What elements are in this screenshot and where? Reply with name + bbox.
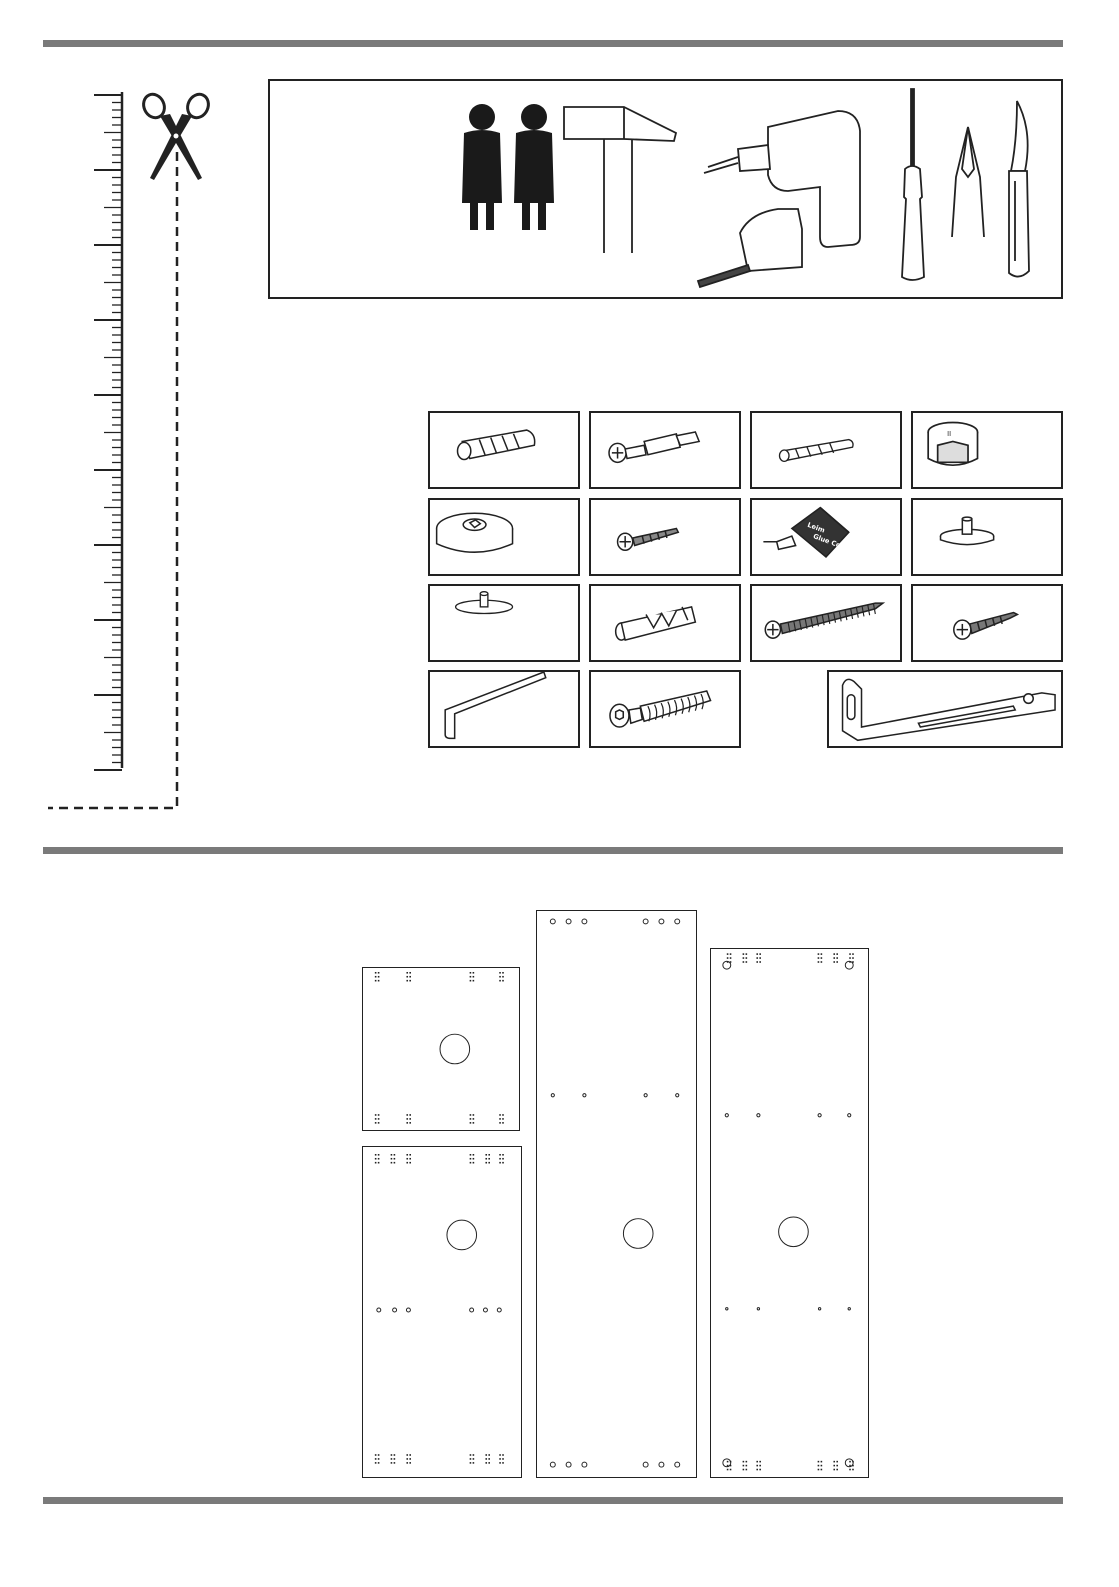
short-screw-icon (591, 500, 739, 574)
bottom-divider (43, 1497, 1063, 1504)
glue-tube-icon (752, 500, 900, 574)
wooden-dowel-icon (430, 413, 578, 487)
shelf-support-icon (913, 500, 1061, 574)
panel-icon (363, 968, 519, 1130)
tape-measure-icon (698, 209, 802, 287)
confirmat-screw-icon (591, 672, 739, 746)
fitting-long-screw (750, 584, 902, 662)
fitting-short-screw (589, 498, 741, 576)
top-divider (43, 40, 1063, 47)
long-screw-icon (752, 586, 900, 660)
pliers-icon (952, 127, 984, 237)
fitting-shelf-support (911, 498, 1063, 576)
cam-lock-icon (913, 413, 1061, 487)
middle-divider (43, 847, 1063, 854)
svg-text:II: II (947, 429, 952, 438)
fitting-cam-lock (911, 411, 1063, 489)
fitting-wall-plug (589, 584, 741, 662)
thin-dowel-icon (752, 413, 900, 487)
utility-knife-icon (1009, 101, 1029, 277)
cam-bolt-icon (591, 413, 739, 487)
svg-text:Glue Colle: Glue Colle (812, 532, 851, 553)
fitting-allen-key (428, 670, 580, 748)
fitting-cover-cap (428, 498, 580, 576)
phillips-screwdriver-icon (902, 89, 924, 280)
cover-cap-icon (430, 500, 578, 574)
tools-box (268, 79, 1063, 299)
panel-tall-center (536, 910, 697, 1478)
wall-bracket-icon (829, 672, 1061, 746)
panel-medium (362, 1146, 522, 1478)
fitting-glue-tube (750, 498, 902, 576)
ruler-icon (94, 92, 122, 770)
panel-icon (363, 1147, 521, 1477)
panel-tall-right (710, 948, 869, 1478)
person-icon (514, 104, 554, 230)
fitting-small-shelf-pin (428, 584, 580, 662)
svg-text:Leim: Leim (806, 520, 826, 535)
wall-plug-icon (591, 586, 739, 660)
fitting-pan-head-screw (911, 584, 1063, 662)
measuring-ruler (40, 80, 240, 820)
person-icon (462, 104, 502, 230)
fitting-confirmat-screw (589, 670, 741, 748)
fitting-wall-bracket (827, 670, 1063, 748)
fitting-cam-bolt (589, 411, 741, 489)
scissors-icon (140, 91, 212, 180)
pan-head-screw-icon (913, 586, 1061, 660)
fitting-wooden-dowel (428, 411, 580, 489)
panel-icon (711, 949, 868, 1477)
shelf-pin-icon (430, 586, 578, 660)
panel-small-top (362, 967, 520, 1131)
fitting-thin-dowel (750, 411, 902, 489)
hammer-icon (564, 107, 676, 253)
panel-icon (537, 911, 696, 1477)
allen-key-icon (430, 672, 578, 746)
